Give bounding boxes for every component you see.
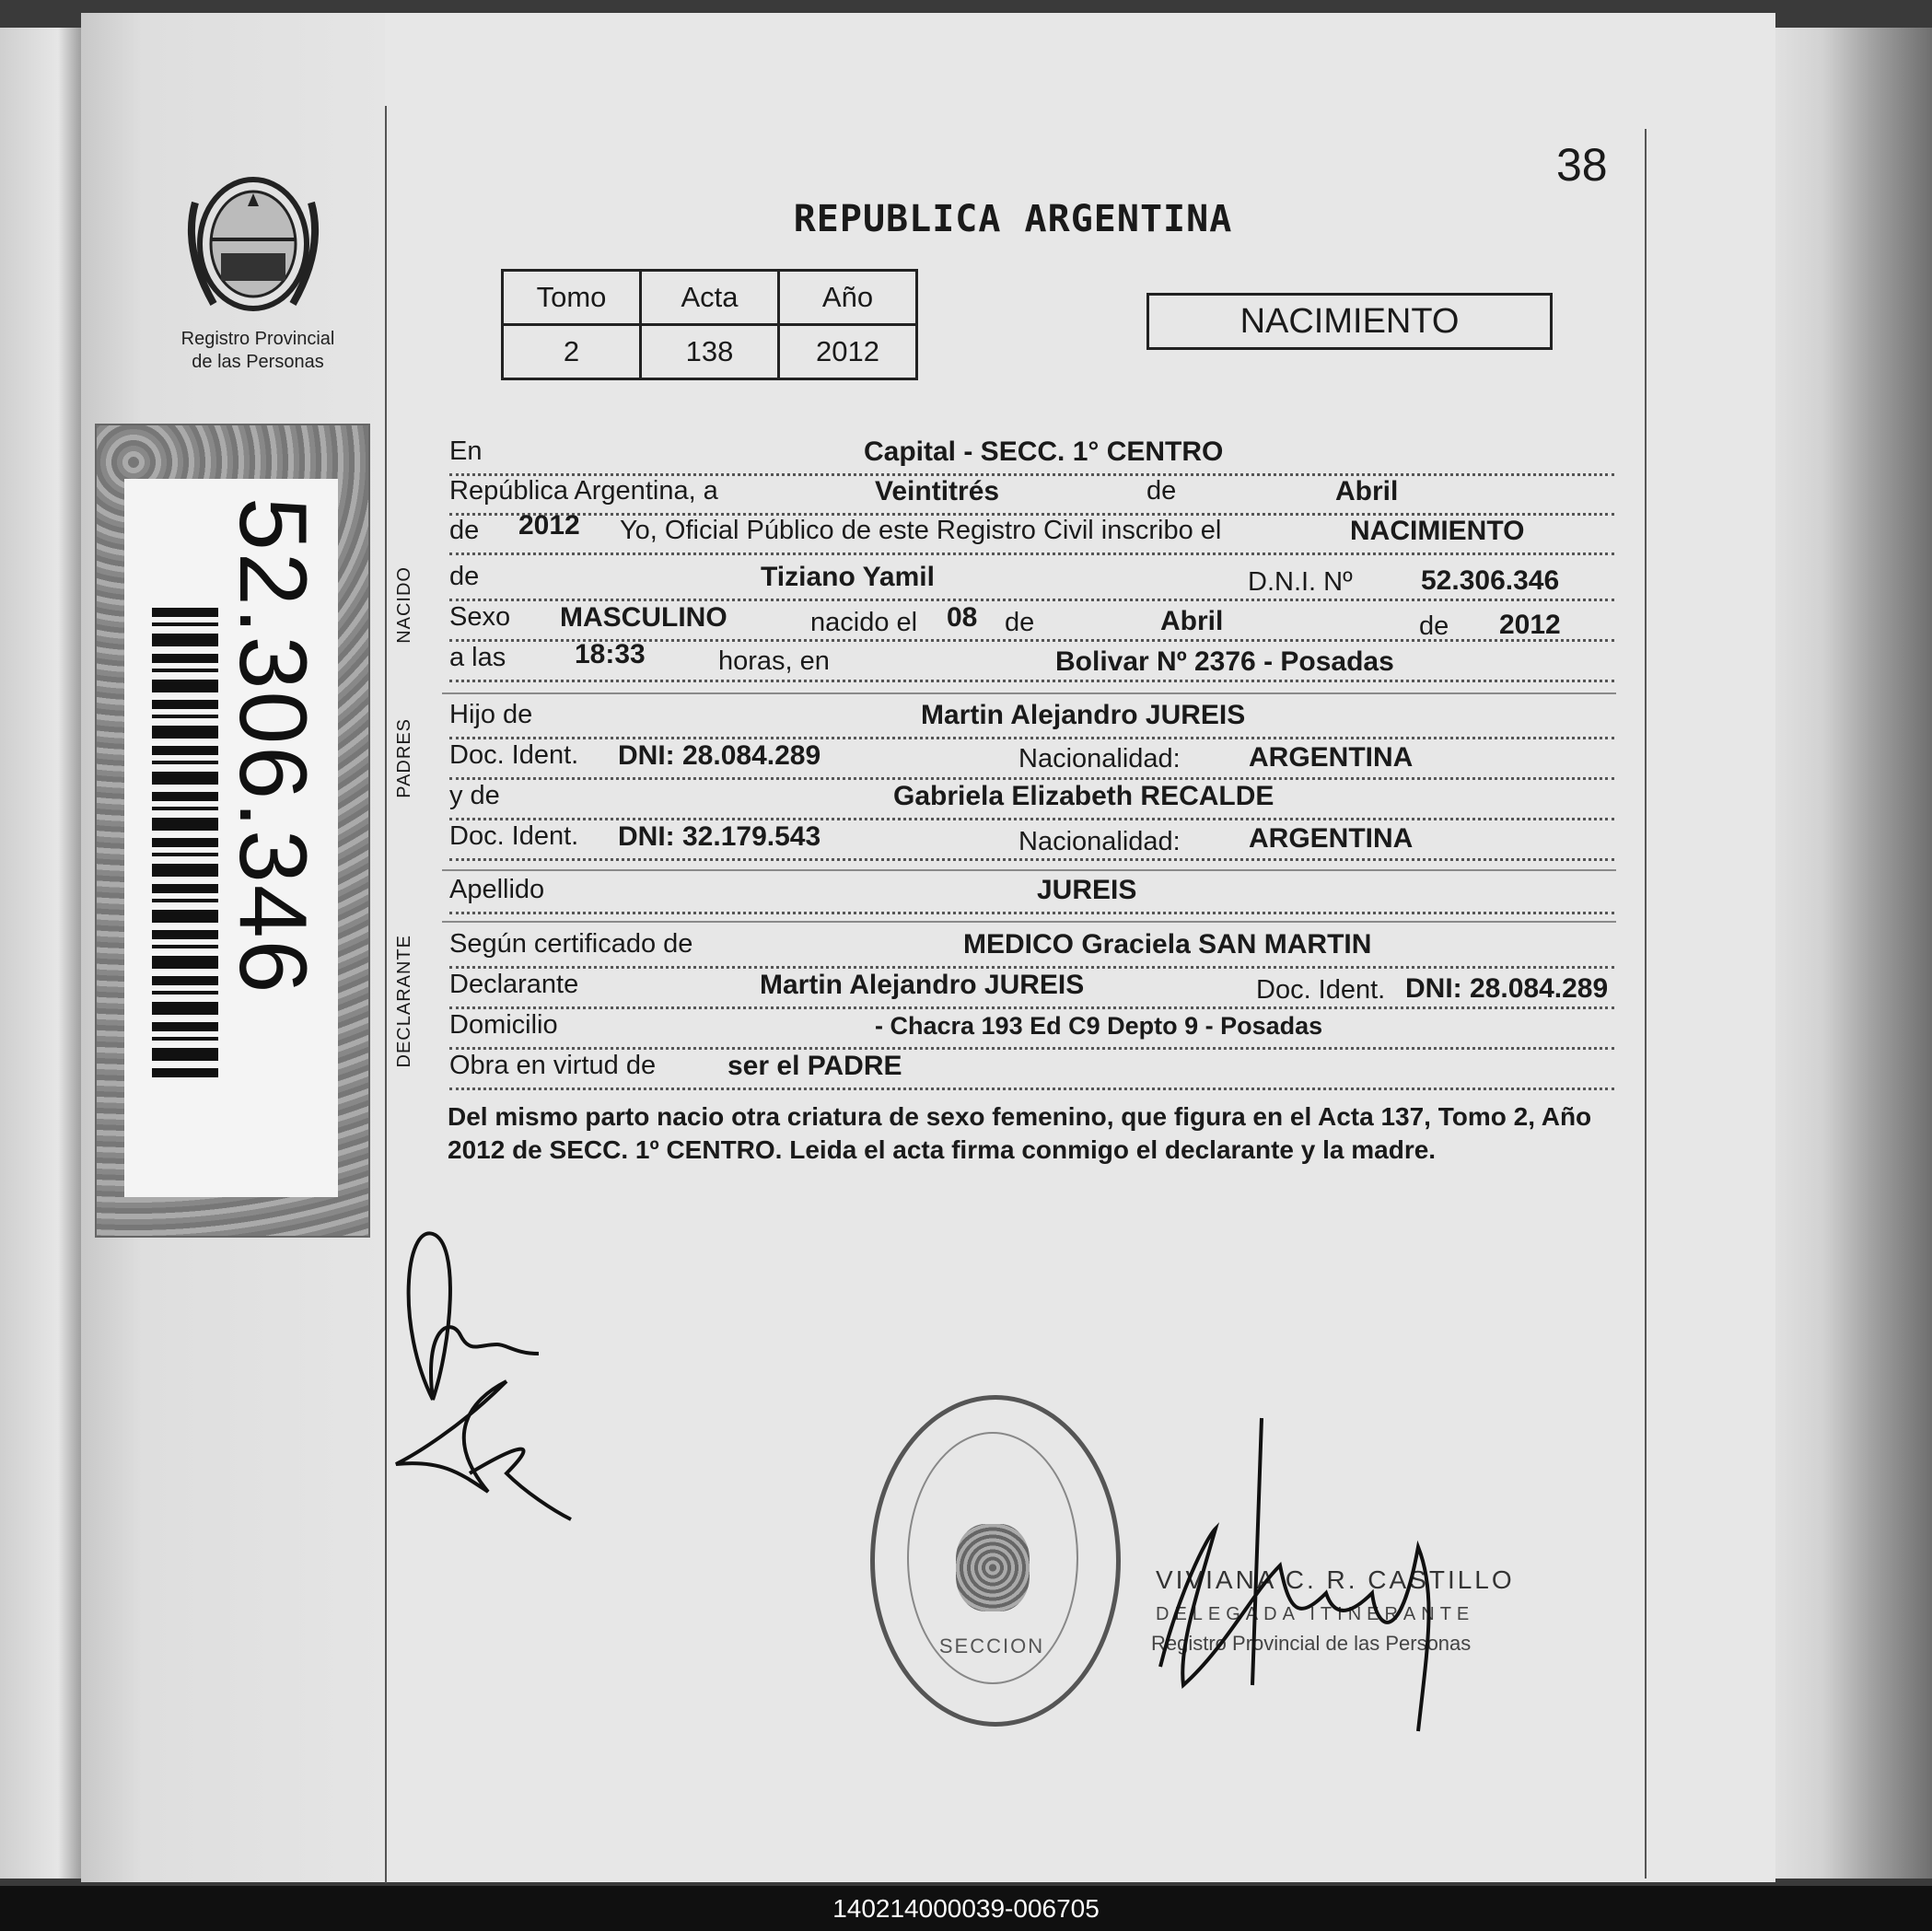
- document-id-footer: 140214000039-006705: [0, 1886, 1932, 1931]
- value-acta: 138: [641, 325, 779, 379]
- label-nationality-2: Nacionalidad:: [1018, 827, 1181, 856]
- form-frame-left: [385, 106, 387, 1883]
- left-book-page: [0, 28, 83, 1879]
- value-day-words: Veintitrés: [875, 476, 1000, 506]
- official-org: Registro Provincial de las Personas: [1151, 1632, 1472, 1655]
- official-name: VIVIANA C. R. CASTILLO: [1156, 1565, 1515, 1594]
- misiones-coat-of-arms-icon: [175, 166, 332, 322]
- value-child-name: Tiziano Yamil: [761, 562, 935, 592]
- label-certificate: Según certificado de: [449, 929, 693, 959]
- value-father-name: Martin Alejandro JUREIS: [921, 700, 1246, 730]
- row-capacity: [449, 1047, 1614, 1090]
- label-sex: Sexo: [449, 602, 511, 632]
- act-type-box: NACIMIENTO: [1146, 293, 1553, 350]
- section-declarant: DECLARANTE: [394, 935, 414, 1068]
- value-year: 2012: [518, 510, 580, 541]
- value-act-word: NACIMIENTO: [1350, 516, 1525, 546]
- label-doc-3: Doc. Ident.: [1256, 975, 1386, 1005]
- value-address: - Chacra 193 Ed C9 Depto 9 - Posadas: [875, 1012, 1323, 1040]
- value-birth-month: Abril: [1160, 606, 1224, 636]
- label-year: de: [449, 516, 480, 545]
- header-acta: Acta: [641, 271, 779, 325]
- page-number: 38: [1556, 139, 1608, 191]
- label-mother: y de: [449, 781, 500, 810]
- value-tomo: 2: [503, 325, 641, 379]
- row-mother-doc: [449, 818, 1614, 861]
- value-mother-name: Gabriela Elizabeth RECALDE: [893, 781, 1274, 811]
- value-dni: 52.306.346: [1421, 565, 1560, 596]
- registry-table-values: [503, 325, 917, 379]
- label-birth-de1: de: [1005, 608, 1035, 637]
- section-born: NACIDO: [394, 566, 414, 644]
- row-mother: [449, 777, 1614, 820]
- value-mother-nationality: ARGENTINA: [1249, 823, 1414, 854]
- label-address: Domicilio: [449, 1010, 558, 1040]
- barcode-bars: [152, 608, 218, 1077]
- value-mother-dni: DNI: 32.179.543: [618, 821, 821, 852]
- row-year: [449, 512, 1614, 555]
- separator-3: [442, 921, 1616, 923]
- value-surname: JUREIS: [1037, 875, 1137, 905]
- value-place: Capital - SECC. 1° CENTRO: [864, 436, 1224, 467]
- label-en: En: [449, 436, 483, 466]
- value-birth-day: 08: [947, 602, 978, 633]
- value-capacity: ser el PADRE: [727, 1051, 902, 1081]
- value-father-nationality: ARGENTINA: [1249, 742, 1414, 773]
- row-surname: [449, 871, 1614, 914]
- form-frame-right: [1645, 129, 1647, 1879]
- registry-name: [147, 328, 368, 374]
- value-declarant: Martin Alejandro JUREIS: [760, 970, 1085, 1000]
- label-surname: Apellido: [449, 875, 545, 904]
- official-role: DELEGADA ITINERANTE: [1156, 1604, 1475, 1624]
- label-republic: República Argentina, a: [449, 476, 718, 506]
- official-signature-icon: [1142, 1409, 1464, 1740]
- registry-name-line1: Registro Provincial: [180, 329, 335, 349]
- note-paragraph: Del mismo parto nacio otra criatura de sexo femenino, que figura en el Acta 137, Tomo 2, Año 2012 de SECC. 1º CENTRO. Leida el acta firma conmigo el declarante y la madre.: [448, 1102, 1592, 1164]
- label-time: a las: [449, 643, 506, 672]
- label-birth-de2: de: [1419, 611, 1449, 641]
- value-declarant-dni: DNI: 28.084.289: [1405, 973, 1609, 1004]
- label-declarant: Declarante: [449, 970, 579, 999]
- label-hours: horas, en: [718, 646, 830, 676]
- barcode-number: 52.306.346: [219, 497, 326, 995]
- row-father: [449, 696, 1614, 739]
- row-certificate: [449, 925, 1614, 969]
- seal-text: SECCION: [938, 1634, 1045, 1658]
- declarant-signature-icon: [387, 1216, 608, 1547]
- value-sex: MASCULINO: [560, 602, 727, 633]
- value-certificate: MEDICO Graciela SAN MARTIN: [963, 929, 1372, 960]
- header-ano: Año: [779, 271, 917, 325]
- row-child: [449, 558, 1614, 601]
- value-birth-year: 2012: [1499, 610, 1561, 640]
- row-place: [449, 433, 1614, 476]
- book-edge: [1750, 28, 1932, 1879]
- statement-text: Yo, Oficial Público de este Registro Civil inscribo el: [620, 516, 1222, 545]
- label-dni: D.N.I. Nº: [1248, 567, 1353, 597]
- value-birth-place: Bolivar Nº 2376 - Posadas: [1055, 646, 1394, 677]
- registry-table-header: [503, 271, 917, 325]
- value-birth-time: 18:33: [575, 639, 646, 669]
- row-address: [449, 1006, 1614, 1050]
- country-title: REPUBLICA ARGENTINA: [793, 198, 1233, 240]
- registry-table: [501, 269, 918, 380]
- label-doc-2: Doc. Ident.: [449, 821, 579, 851]
- seal-emblem-icon: [956, 1524, 1030, 1611]
- registry-name-line2: de las Personas: [192, 352, 324, 372]
- label-de: de: [1146, 476, 1177, 506]
- separator-1: [442, 692, 1616, 694]
- value-ano: 2012: [779, 325, 917, 379]
- label-doc-1: Doc. Ident.: [449, 740, 579, 770]
- label-capacity: Obra en virtud de: [449, 1051, 657, 1080]
- label-child: de: [449, 562, 480, 591]
- row-sex: [449, 599, 1614, 642]
- label-nationality-1: Nacionalidad:: [1018, 744, 1181, 774]
- row-date: [449, 472, 1614, 516]
- header-tomo: Tomo: [503, 271, 641, 325]
- row-time: [449, 639, 1614, 682]
- value-month: Abril: [1335, 476, 1399, 506]
- label-father: Hijo de: [449, 700, 533, 729]
- section-parents: PADRES: [394, 718, 414, 798]
- row-declarant: [449, 966, 1614, 1009]
- label-born: nacido el: [810, 608, 918, 637]
- value-father-dni: DNI: 28.084.289: [618, 740, 821, 771]
- row-father-doc: [449, 737, 1614, 780]
